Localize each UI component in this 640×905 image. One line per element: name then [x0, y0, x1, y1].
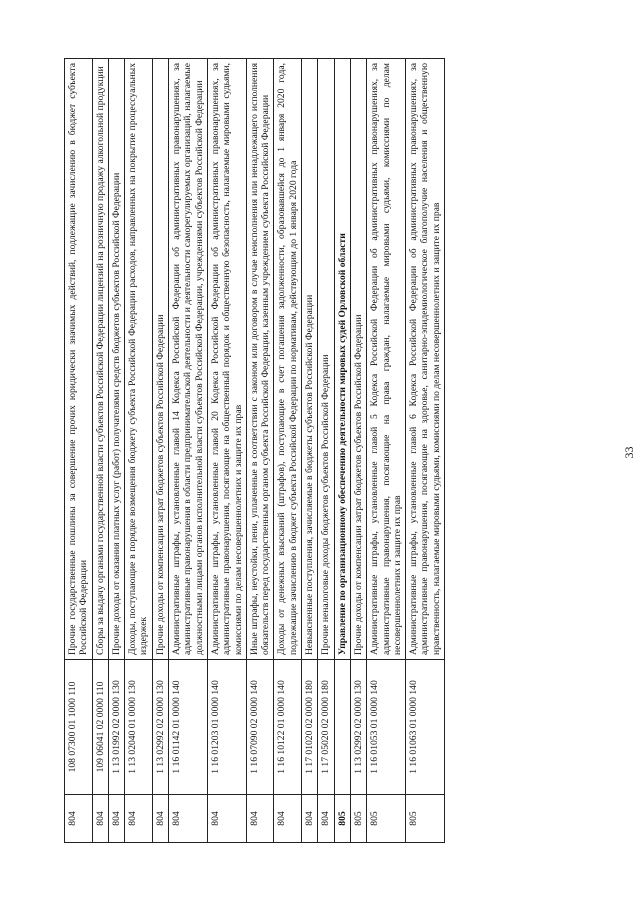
- page-number: 33: [622, 446, 636, 459]
- table-row: [207, 59, 246, 843]
- revenue-name-cell: Сборы за выдачу органами государственной власти субъектов Российской Федерации лицензий на розничную продажу алкогольной продукции: [92, 59, 108, 660]
- revenue-name-cell: Управление по организационному обеспечению деятельности мировых судей Орловской области: [334, 59, 350, 660]
- table-row: [169, 59, 208, 843]
- admin-code-cell: 805: [367, 795, 406, 843]
- revenue-code-cell: 1 17 01020 02 0000 180: [302, 660, 318, 795]
- table-row: [406, 59, 445, 843]
- revenue-name-cell: Административные штрафы, установленные главой 5 Кодекса Российской Федерации об административных правонарушениях, за административные правонарушения, посягающие на права граждан, налагаемые мировыми судьями, комиссиями по делам несовершеннолетних и защите их прав: [367, 59, 406, 660]
- revenue-name-cell: Иные штрафы, неустойки, пени, уплаченные в соответствии с законом или договором в случае неисполнения или ненадлежащего исполнения обязательств перед государственным органом субъекта Российской Федерации, казенным учреждением субъекта Российской Федерации: [246, 59, 274, 660]
- table-row: [334, 59, 350, 843]
- admin-code-cell: 804: [207, 795, 246, 843]
- revenue-name-cell: Прочие доходы от компенсации затрат бюджетов субъектов Российской Федерации: [152, 59, 168, 660]
- table-row: [367, 59, 406, 843]
- revenue-code-cell: 1 13 02992 02 0000 130: [152, 660, 168, 795]
- admin-code-cell: 804: [246, 795, 274, 843]
- table-row: [92, 59, 108, 843]
- revenue-classification-table: [64, 58, 445, 843]
- revenue-code-cell: 1 16 07090 02 0000 140: [246, 660, 274, 795]
- revenue-name-cell: Административные штрафы, установленные главой 6 Кодекса Российской Федерации об административных правонарушениях, за административные правонарушения, посягающие на здоровье, санитарно-эпидемиологическое благополучие населения и общественную нравственность, налагаемые мировыми судьями, комиссиями по делам несовершеннолетних и защите их прав: [406, 59, 445, 660]
- admin-code-cell: 805: [406, 795, 445, 843]
- admin-code-cell: 804: [125, 795, 153, 843]
- revenue-code-cell: 1 16 01063 01 0000 140: [406, 660, 445, 795]
- table-row: [246, 59, 274, 843]
- admin-code-cell: 804: [302, 795, 318, 843]
- revenue-code-cell: 1 13 02992 02 0000 130: [350, 660, 366, 795]
- admin-code-cell: 804: [152, 795, 168, 843]
- table-row: [152, 59, 168, 843]
- revenue-code-cell: 108 07300 01 1000 110: [65, 660, 93, 795]
- table-row: [65, 59, 93, 843]
- table-row: [318, 59, 334, 843]
- revenue-code-cell: 1 17 05020 02 0000 180: [318, 660, 334, 795]
- revenue-code-cell: 1 16 01053 01 0000 140: [367, 660, 406, 795]
- revenue-code-cell: 1 16 10122 01 0000 140: [274, 660, 302, 795]
- revenue-name-cell: Прочие государственные пошлины за совершение прочих юридически значимых действий, подлежащие зачислению в бюджет субъекта Российской Федерации: [65, 59, 93, 660]
- admin-code-cell: 804: [274, 795, 302, 843]
- table-row: [302, 59, 318, 843]
- revenue-name-cell: Доходы от денежных взысканий (штрафов), поступающие в счет погашения задолженности, образовавшейся до 1 января 2020 года, подлежащие зачислению в бюджет субъекта Российской Федерации по нормативам, действующим до 1 января 2020 года: [274, 59, 302, 660]
- table-row: [274, 59, 302, 843]
- revenue-name-cell: Административные штрафы, установленные главой 20 Кодекса Российской Федерации об административных правонарушениях, за административные правонарушения, посягающие на общественный порядок и общественную безопасность, налагаемые мировыми судьями, комиссиями по делам несовершеннолетних и защите их прав: [207, 59, 246, 660]
- revenue-code-cell: 1 13 01992 02 0000 130: [108, 660, 124, 795]
- admin-code-cell: 805: [334, 795, 350, 843]
- admin-code-cell: 804: [65, 795, 93, 843]
- revenue-name-cell: Прочие доходы от компенсации затрат бюджетов субъектов Российской Федерации: [350, 59, 366, 660]
- revenue-code-cell: 1 16 01203 01 0000 140: [207, 660, 246, 795]
- admin-code-cell: 805: [350, 795, 366, 843]
- revenue-code-cell: 1 13 02040 01 0000 130: [125, 660, 153, 795]
- revenue-code-cell: 1 16 01142 01 0000 140: [169, 660, 208, 795]
- revenue-name-cell: Прочие доходы от оказания платных услуг (работ) получателями средств бюджетов субъектов Российской Федерации: [108, 59, 124, 660]
- admin-code-cell: 804: [169, 795, 208, 843]
- table-row: [108, 59, 124, 843]
- admin-code-cell: 804: [92, 795, 108, 843]
- table-row: [350, 59, 366, 843]
- revenue-code-cell: [334, 660, 350, 795]
- table-row: [125, 59, 153, 843]
- revenue-name-cell: Доходы, поступающие в порядке возмещения бюджету субъекта Российской Федерации расходов, направленных на покрытие процессуальных издержек: [125, 59, 153, 660]
- revenue-name-cell: Невыясненные поступления, зачисляемые в бюджеты субъектов Российской Федерации: [302, 59, 318, 660]
- revenue-name-cell: Прочие неналоговые доходы бюджетов субъектов Российской Федерации: [318, 59, 334, 660]
- admin-code-cell: 804: [318, 795, 334, 843]
- revenue-code-cell: 109 06041 02 0000 110: [92, 660, 108, 795]
- revenue-name-cell: Административные штрафы, установленные главой 14 Кодекса Российской Федерации об административных правонарушениях, за административные правонарушения в области предпринимательской деятельности и деятельности саморегулируемых организаций, налагаемые должностными лицами органов исполнительной власти субъектов Российской Федерации, учреждениями субъектов Российской Федерации: [169, 59, 208, 660]
- admin-code-cell: 804: [108, 795, 124, 843]
